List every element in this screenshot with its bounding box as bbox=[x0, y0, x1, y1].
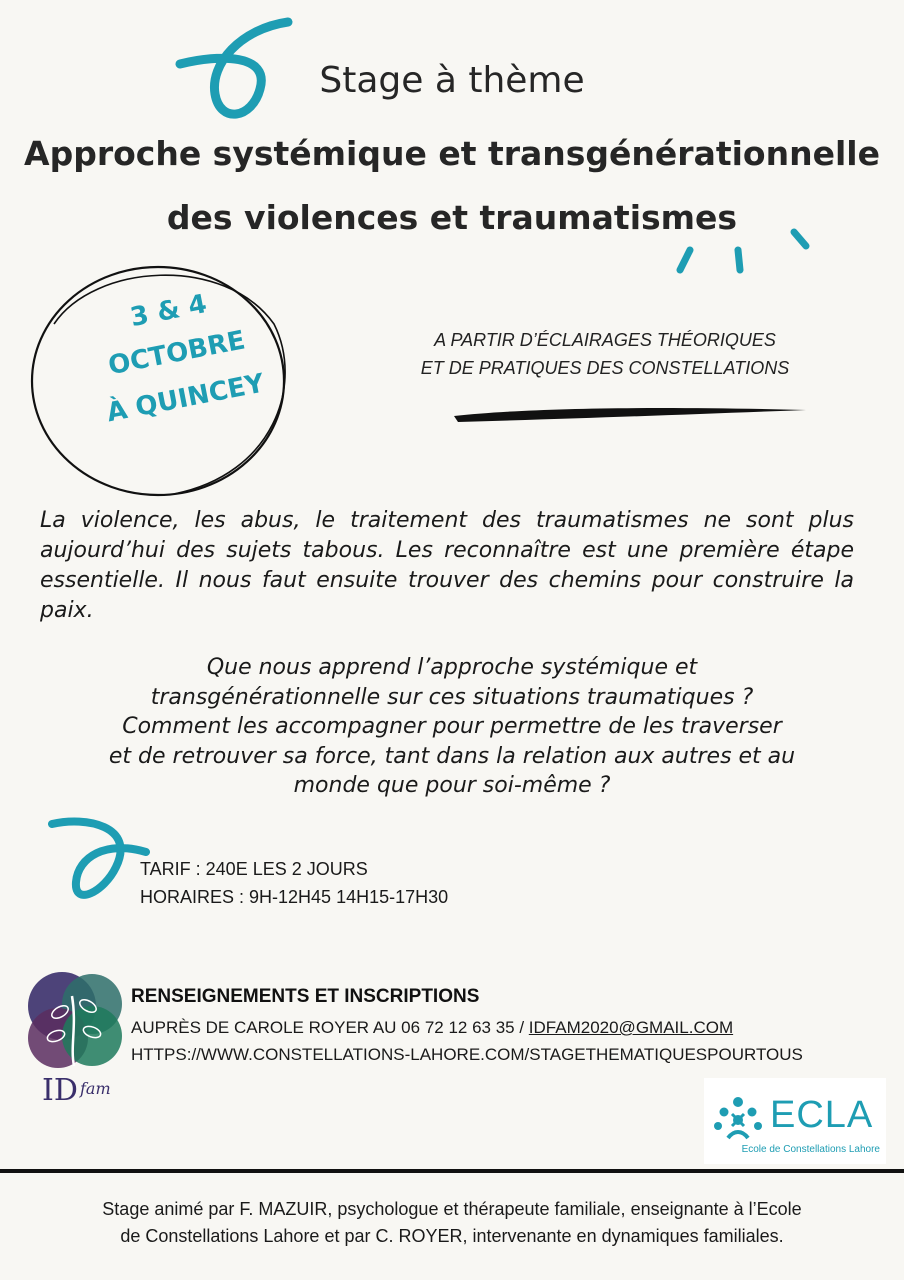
question-line-4: et de retrouver sa force, tant dans la relation aux autres et au bbox=[108, 743, 796, 769]
ecla-logo-subtitle: Ecole de Constellations Lahore bbox=[741, 1144, 880, 1155]
date-month: OCTOBRE bbox=[105, 325, 248, 382]
footer-credits bbox=[20, 1196, 884, 1250]
idfam-logo-text: ID bbox=[42, 1073, 78, 1108]
tarif-text: TARIF : 240E LES 2 JOURS bbox=[140, 859, 368, 879]
footer-divider bbox=[0, 1169, 904, 1173]
subtitle bbox=[400, 326, 810, 382]
ecla-logo-name: ECLA bbox=[770, 1094, 874, 1136]
idfam-logo-script: fam bbox=[80, 1079, 111, 1098]
event-kicker: Stage à thème bbox=[319, 60, 585, 101]
questions-paragraph bbox=[30, 653, 874, 801]
question-line-1: Que nous apprend l’approche systémique et bbox=[206, 655, 698, 680]
contact-text: AUPRÈS DE CAROLE ROYER AU 06 72 12 63 35 / bbox=[131, 1018, 529, 1037]
title-line-1: Approche systémique et transgénérationnelle bbox=[24, 134, 880, 173]
question-line-5: monde que pour soi-même ? bbox=[293, 773, 611, 798]
question-line-2: transgénérationnelle sur ces situations traumatiques ? bbox=[150, 684, 754, 710]
email-link[interactable]: IDFAM2020@GMAIL.COM bbox=[528, 1018, 734, 1037]
practical-info bbox=[140, 855, 448, 911]
subtitle-line-1: A PARTIR D’ÉCLAIRAGES THÉORIQUES bbox=[434, 330, 776, 350]
footer-line-1: Stage animé par F. MAZUIR, psychologue et thérapeute familiale, enseignante à l’Ecole bbox=[102, 1199, 802, 1219]
page-title bbox=[0, 122, 904, 250]
title-line-2: des violences et traumatismes bbox=[166, 198, 738, 237]
info-title: RENSEIGNEMENTS ET INSCRIPTIONS bbox=[131, 986, 480, 1007]
idfam-logo bbox=[22, 966, 132, 1116]
info-contact bbox=[131, 1018, 733, 1038]
horaires-text: HORAIRES : 9H-12H45 14H15-17H30 bbox=[140, 887, 449, 907]
question-line-3: Comment les accompagner pour permettre de les traverser bbox=[122, 714, 782, 739]
intro-paragraph: La violence, les abus, le traitement des traumatismes ne sont plus aujourd’hui des sujets tabous. Les reconnaître est une première étape essentielle. Il nous faut ensuite trouver des chemins pour construire la paix. bbox=[40, 508, 854, 623]
brush-stroke-divider bbox=[448, 400, 812, 430]
date-location: À QUINCEY bbox=[104, 368, 267, 429]
date-days: 3 & 4 bbox=[127, 289, 210, 334]
ecla-people-icon bbox=[710, 1094, 766, 1144]
website-link[interactable]: HTTPS://WWW.CONSTELLATIONS-LAHORE.COM/STAGETHEMATIQUESPOURTOUS bbox=[131, 1045, 803, 1064]
subtitle-line-2: ET DE PRATIQUES DES CONSTELLATIONS bbox=[420, 358, 790, 378]
footer-line-2: de Constellations Lahore et par C. ROYER, intervenante en dynamiques familiales. bbox=[120, 1226, 784, 1246]
